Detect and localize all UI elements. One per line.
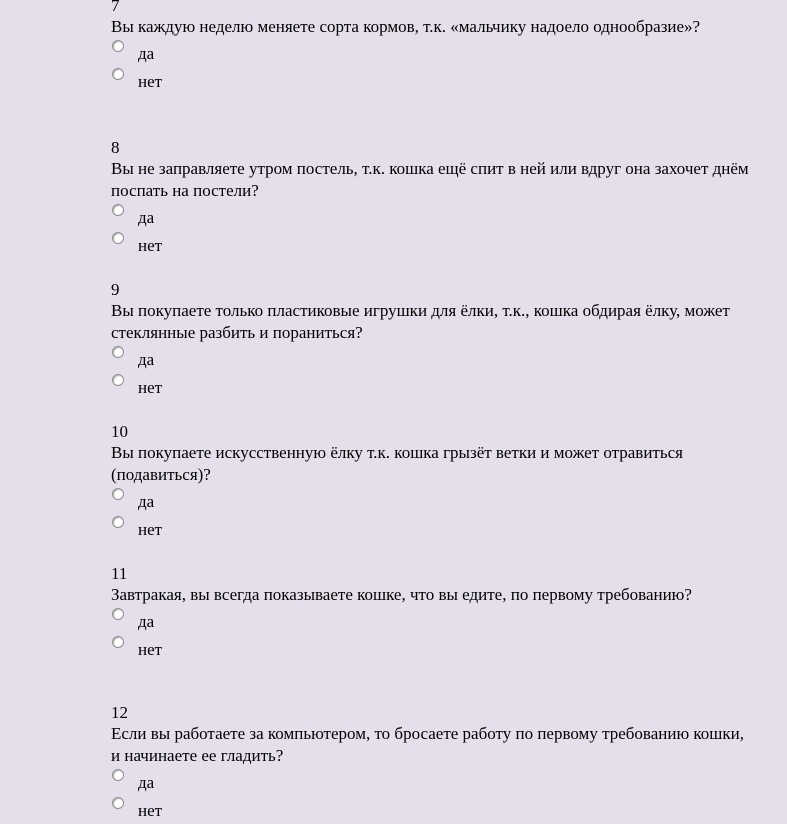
question-number: 9 (111, 280, 120, 299)
option-no[interactable] (111, 67, 751, 95)
question-number: 7 (111, 0, 120, 15)
radio-button[interactable] (112, 232, 124, 244)
question-number: 8 (111, 138, 120, 157)
option-label: да (138, 44, 155, 63)
option-label: да (138, 350, 155, 369)
option-label: да (138, 773, 155, 792)
option-label: нет (138, 378, 163, 397)
question-text: Вы не заправляете утром постель, т.к. кошка ещё спит в ней или вдруг она захочет днём поспать на постели? (111, 159, 749, 200)
option-yes[interactable] (111, 203, 751, 231)
option-yes[interactable] (111, 607, 751, 635)
question-text: Вы каждую неделю меняете сорта кормов, т.к. «мальчику надоело однообразие»? (111, 17, 701, 36)
radio-button[interactable] (112, 374, 124, 386)
radio-button[interactable] (112, 204, 124, 216)
radio-button[interactable] (112, 346, 124, 358)
question-number: 12 (111, 703, 128, 722)
option-no[interactable] (111, 635, 751, 663)
question-text: Если вы работаете за компьютером, то бросаете работу по первому требованию кошки, и начинаете ее гладить? (111, 724, 744, 765)
question-7 (111, 0, 751, 95)
option-yes[interactable] (111, 345, 751, 373)
option-label: да (138, 492, 155, 511)
radio-button[interactable] (112, 68, 124, 80)
question-9 (111, 280, 751, 401)
option-label: да (138, 612, 155, 631)
question-text: Вы покупаете искусственную ёлку т.к. кошка грызёт ветки и может отравиться (подавиться)? (111, 443, 683, 484)
option-no[interactable] (111, 515, 751, 543)
option-yes[interactable] (111, 768, 751, 796)
radio-button[interactable] (112, 797, 124, 809)
option-no[interactable] (111, 796, 751, 824)
option-label: нет (138, 801, 163, 820)
radio-button[interactable] (112, 608, 124, 620)
option-label: нет (138, 520, 163, 539)
question-12 (111, 703, 751, 824)
option-yes[interactable] (111, 39, 751, 67)
question-8 (111, 138, 751, 259)
radio-button[interactable] (112, 488, 124, 500)
option-label: нет (138, 236, 163, 255)
radio-button[interactable] (112, 516, 124, 528)
option-label: нет (138, 72, 163, 91)
option-yes[interactable] (111, 487, 751, 515)
question-11 (111, 564, 751, 663)
option-no[interactable] (111, 231, 751, 259)
radio-button[interactable] (112, 636, 124, 648)
radio-button[interactable] (112, 769, 124, 781)
question-number: 11 (111, 564, 128, 583)
question-text: Вы покупаете только пластиковые игрушки для ёлки, т.к., кошка обдирая ёлку, может стеклянные разбить и пораниться? (111, 301, 730, 342)
question-10 (111, 422, 751, 543)
question-text: Завтракая, вы всегда показываете кошке, что вы едите, по первому требованию? (111, 585, 692, 604)
option-label: нет (138, 640, 163, 659)
question-number: 10 (111, 422, 128, 441)
option-no[interactable] (111, 373, 751, 401)
radio-button[interactable] (112, 40, 124, 52)
option-label: да (138, 208, 155, 227)
